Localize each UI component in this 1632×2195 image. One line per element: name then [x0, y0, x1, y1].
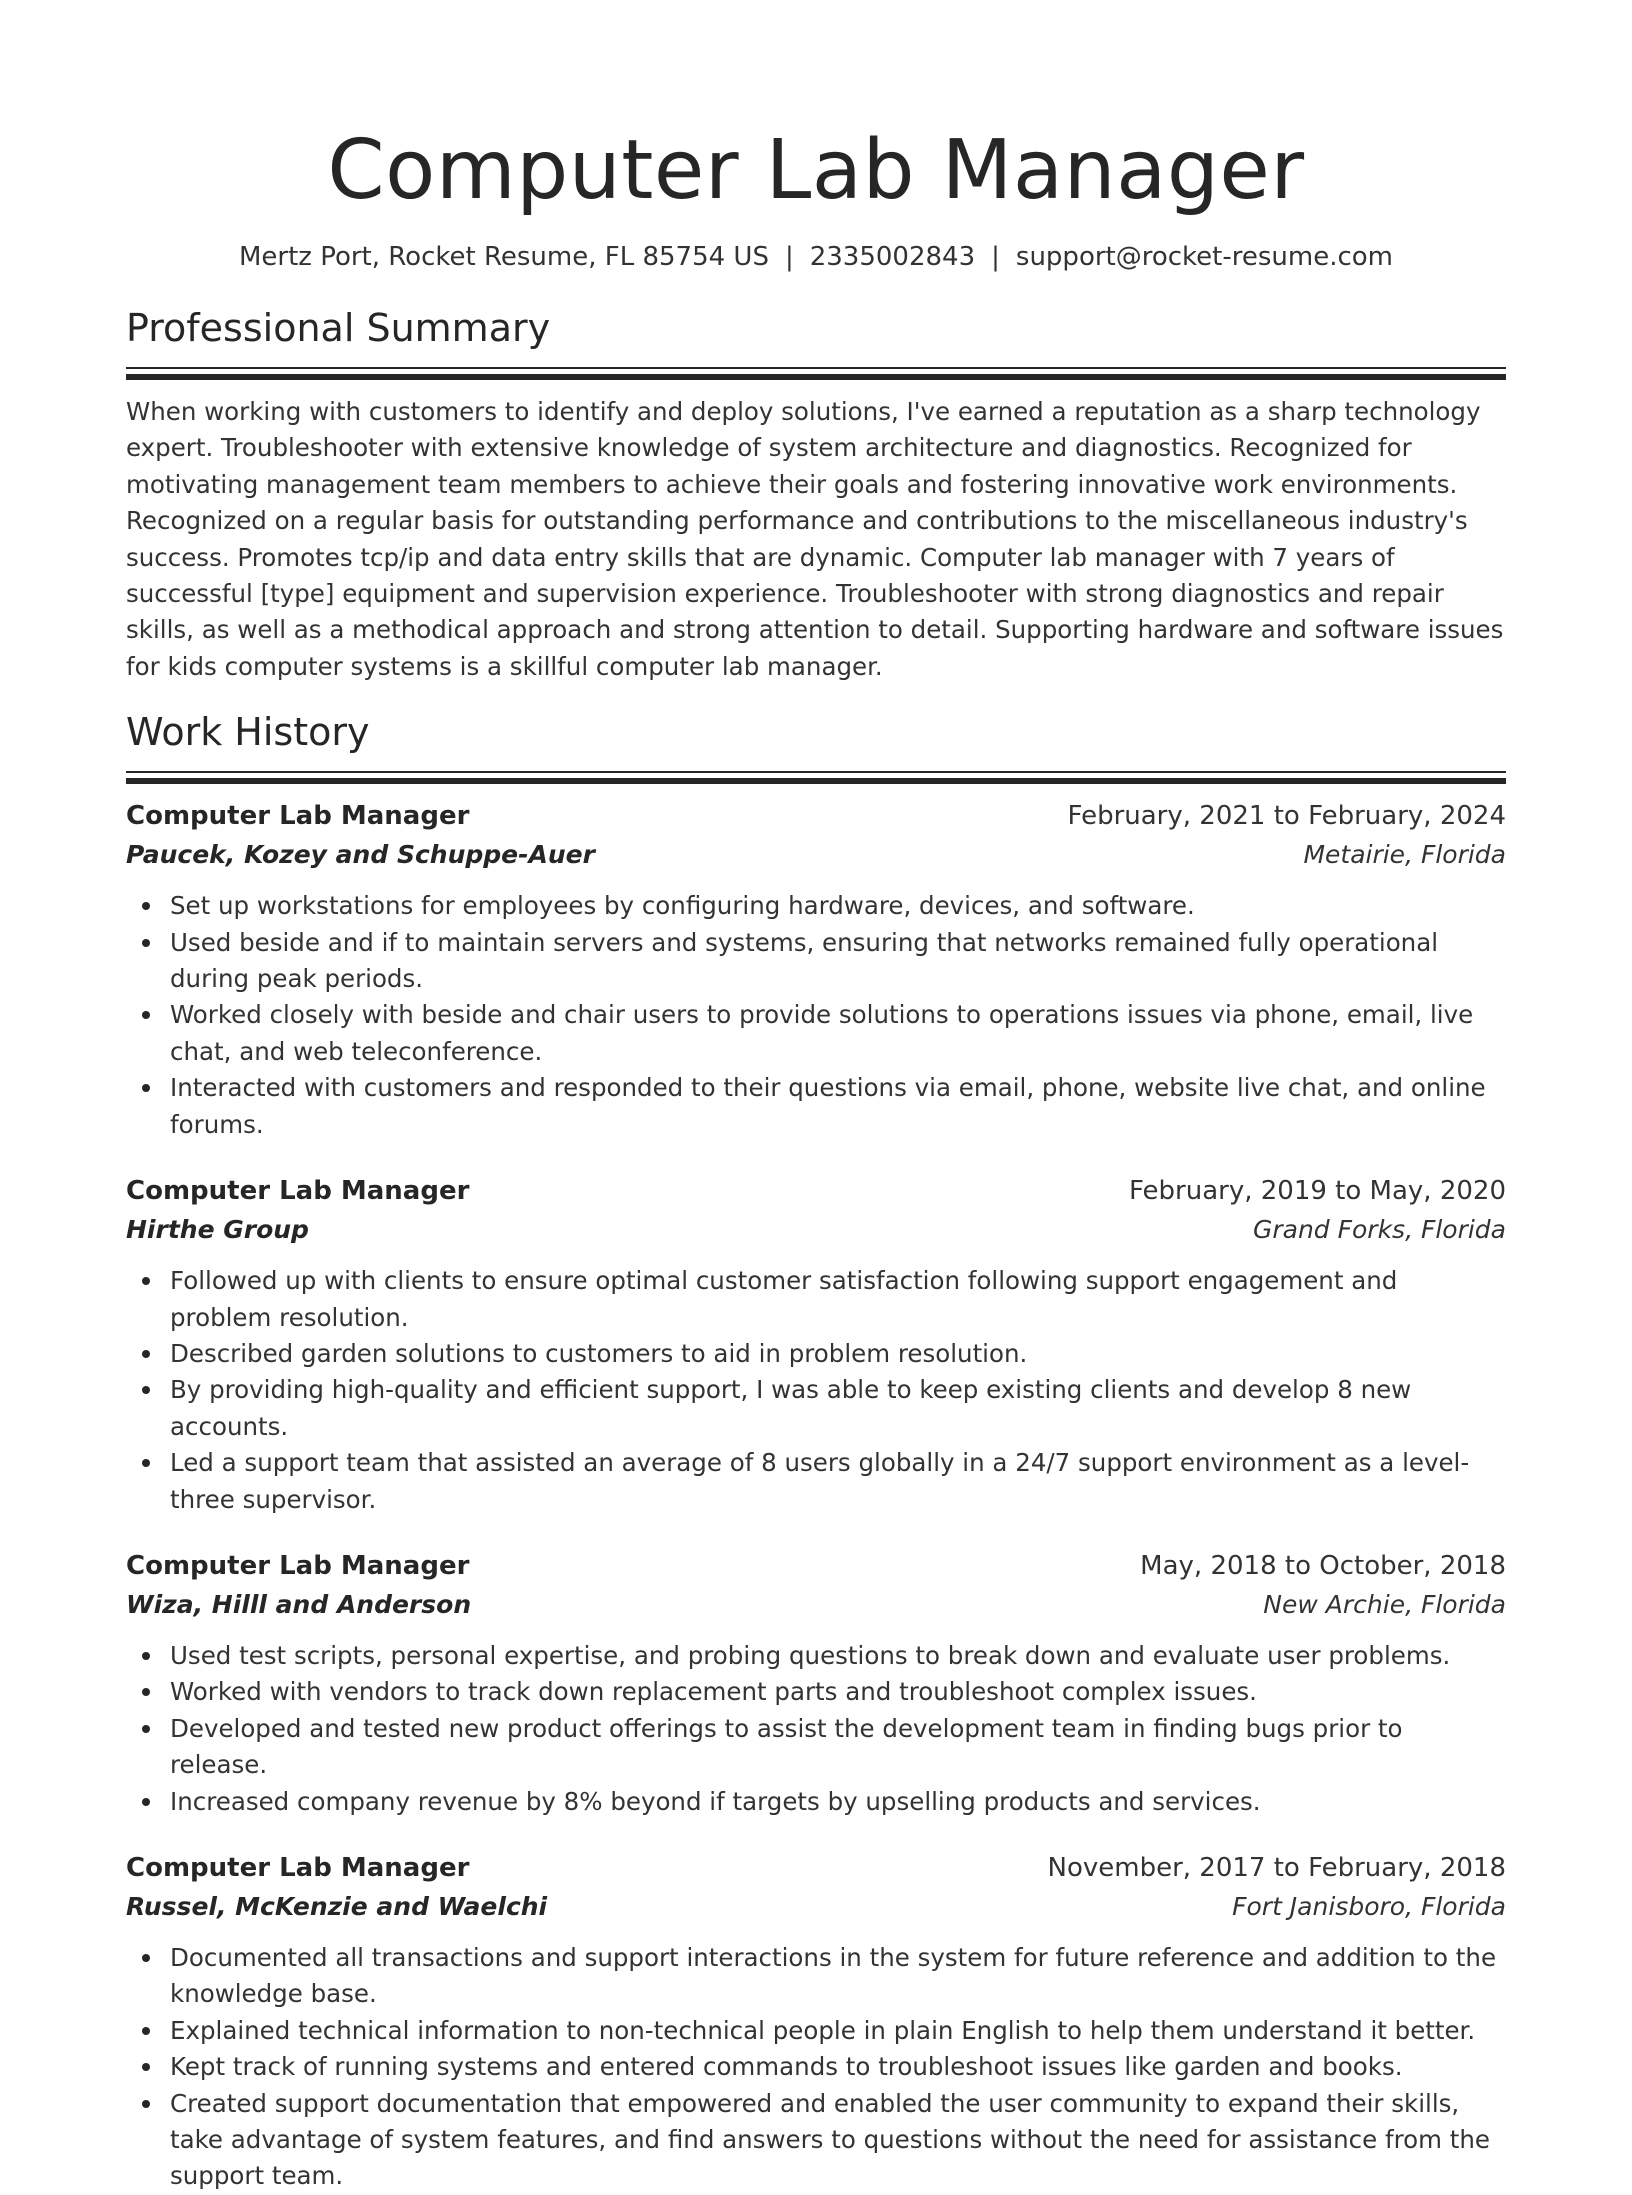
job-bullet: Increased company revenue by 8% beyond if targets by upselling products and services.	[170, 1784, 1506, 1820]
contact-email: support@rocket-resume.com	[1015, 242, 1394, 272]
job-header-row	[126, 1546, 1506, 1586]
resume-name: Computer Lab Manager	[327, 123, 1305, 218]
professional-summary-section	[126, 303, 1506, 685]
job-bullet: Used test scripts, personal expertise, and probing questions to break down and evaluate user problems.	[170, 1638, 1506, 1674]
job-dates: May, 2018 to October, 2018	[1140, 1550, 1506, 1581]
job-bullet: Led a support team that assisted an average of 8 users globally in a 24/7 support environment as a level-three supervisor.	[170, 1445, 1506, 1518]
contact-line	[126, 237, 1506, 277]
job-location: New Archie, Florida	[1263, 1589, 1506, 1619]
job-bullet: Worked closely with beside and chair users to provide solutions to operations issues via phone, email, live chat, and web teleconference.	[170, 997, 1506, 1070]
job-bullet: Created support documentation that empowered and enabled the user community to expand their skills, take advantage of system features, and find answers to questions without the need for assistance from the support team.	[170, 2086, 1506, 2195]
contact-separator: |	[784, 242, 794, 272]
job-dates: February, 2021 to February, 2024	[1067, 801, 1506, 832]
job-title: Computer Lab Manager	[126, 1550, 470, 1581]
job-title: Computer Lab Manager	[126, 801, 470, 832]
job-location: Grand Forks, Florida	[1252, 1215, 1506, 1245]
job-company-row	[126, 1888, 1506, 1926]
job-bullet-list	[126, 888, 1506, 1143]
job-company-row	[126, 836, 1506, 874]
job-bullet: Developed and tested new product offerings to assist the development team in finding bugs prior to release.	[170, 1711, 1506, 1784]
job-location: Metairie, Florida	[1303, 840, 1506, 870]
contact-address: Mertz Port, Rocket Resume, FL 85754 US	[238, 242, 769, 272]
work-history-section	[126, 707, 1506, 2195]
job-bullet: Interacted with customers and responded to their questions via email, phone, website live chat, and online forums.	[170, 1070, 1506, 1143]
job-company-row	[126, 1211, 1506, 1249]
job-bullet-list	[126, 1940, 1506, 2195]
job-location: Fort Janisboro, Florida	[1232, 1891, 1506, 1921]
job-bullet: Kept track of running systems and entered commands to troubleshoot issues like garden and books.	[170, 2049, 1506, 2085]
section-divider-thick	[126, 374, 1506, 380]
job-bullet: Set up workstations for employees by configuring hardware, devices, and software.	[170, 888, 1506, 924]
job-header-row	[126, 1171, 1506, 1211]
job-bullet: Described garden solutions to customers to aid in problem resolution.	[170, 1336, 1506, 1372]
section-divider-thin	[126, 771, 1506, 773]
section-divider-thick	[126, 778, 1506, 784]
job-entry	[126, 796, 1506, 1143]
contact-separator: |	[991, 242, 1000, 272]
summary-paragraph: When working with customers to identify and deploy solutions, I've earned a reputation as a sharp technology expert. Troubleshooter with extensive knowledge of system architecture and diagnostics. Recognized for motivating management team members to achieve their goals and fostering innovative work environments. Recognized on a regular basis for outstanding performance and contributions to the miscellaneous industry's success. Promotes tcp/ip and data entry skills that are dynamic. Computer lab manager with 7 years of successful [type] equipment and supervision experience. Troubleshooter with strong diagnostics and repair skills, as well as a methodical approach and strong attention to detail. Supporting hardware and software issues for kids computer systems is a skillful computer lab manager.	[126, 397, 1504, 681]
job-company: Wiza, Hilll and Anderson	[126, 1589, 472, 1619]
job-bullet: Followed up with clients to ensure optimal customer satisfaction following support engagement and problem resolution.	[170, 1263, 1506, 1336]
job-company: Russel, McKenzie and Waelchi	[126, 1891, 548, 1921]
job-bullet: By providing high-quality and efficient support, I was able to keep existing clients and develop 8 new accounts.	[170, 1372, 1506, 1445]
job-bullet: Documented all transactions and support interactions in the system for future reference and addition to the knowledge base.	[170, 1940, 1506, 2013]
section-heading-summary: Professional Summary	[126, 306, 551, 350]
job-company: Hirthe Group	[126, 1215, 309, 1245]
job-dates: February, 2019 to May, 2020	[1129, 1176, 1506, 1207]
job-entry	[126, 1171, 1506, 1518]
job-title: Computer Lab Manager	[126, 1852, 470, 1883]
job-bullet: Worked with vendors to track down replacement parts and troubleshoot complex issues.	[170, 1674, 1506, 1710]
job-header-row	[126, 796, 1506, 836]
job-entry	[126, 1546, 1506, 1820]
section-divider-thin	[126, 367, 1506, 369]
job-title: Computer Lab Manager	[126, 1176, 470, 1207]
job-company: Paucek, Kozey and Schuppe-Auer	[126, 840, 595, 870]
section-heading-work-history: Work History	[126, 710, 370, 755]
job-dates: November, 2017 to February, 2018	[1047, 1852, 1506, 1883]
job-bullet: Explained technical information to non-technical people in plain English to help them understand it better.	[170, 2013, 1506, 2049]
contact-phone: 2335002843	[809, 242, 976, 272]
job-bullet-list	[126, 1638, 1506, 1820]
job-entry	[126, 1848, 1506, 2195]
job-bullet-list	[126, 1263, 1506, 1518]
job-bullet: Used beside and if to maintain servers and systems, ensuring that networks remained fully operational during peak periods.	[170, 925, 1506, 998]
job-company-row	[126, 1586, 1506, 1624]
job-header-row	[126, 1848, 1506, 1888]
